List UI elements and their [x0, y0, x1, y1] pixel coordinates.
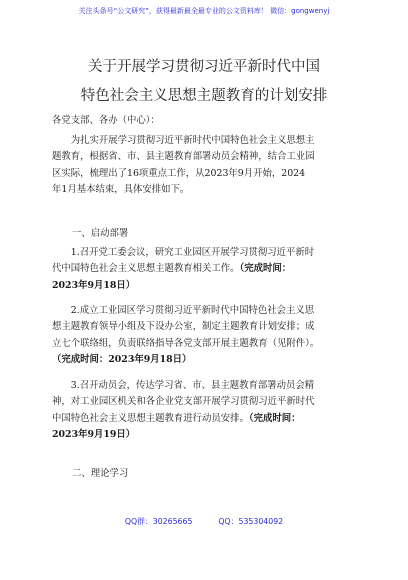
item-1-paragraph — [52, 245, 364, 294]
item-3-deadline-label: （完成时间： — [248, 412, 301, 424]
item-3-deadline-date: 2023年9月19日） — [52, 428, 136, 440]
intro-line: 年1月基本结束，具体安排如下。 — [52, 183, 190, 195]
item-3-paragraph — [52, 378, 364, 443]
document-title-line-1: 关于开展学习贯彻习近平新时代中国 — [88, 59, 320, 75]
header-promo-text: 关注头条号“公文研究”，获得最新最全最专业的公文资料库！ 微信：gongwenyj — [78, 7, 330, 15]
item-3-line: 中国特色社会主义思想主题教育进行动员安排。 — [52, 412, 249, 424]
item-1-deadline-date: 2023年9月18日） — [52, 279, 136, 291]
item-1-deadline-label: （完成时间： — [239, 263, 292, 275]
section-heading-launch: 一、启动部署 — [72, 228, 129, 239]
footer-qq-group: QQ群：30265665 — [124, 517, 193, 526]
intro-line: 为扎实开展学习贯彻习近平新时代中国特色社会主义思想主 — [70, 135, 315, 146]
item-2-paragraph — [52, 303, 364, 368]
item-2-deadline: （完成时间：2023年9月18日） — [52, 353, 192, 365]
footer-contact — [0, 516, 408, 527]
section-heading-theory-study: 二、理论学习 — [72, 468, 129, 479]
item-2-line: 2.成立工业园区学习贯彻习近平新时代中国特色社会主义思 — [70, 305, 315, 316]
item-1-line: 1.召开党工委会议，研究工业园区开展学习贯彻习近平新时 — [70, 247, 315, 258]
item-3-line: 3.召开动员会，传达学习省、市、县主题教育部署动员会精 — [70, 380, 315, 391]
document-title-line-2: 特色社会主义思想主题教育的计划安排 — [80, 88, 328, 104]
item-2-line: 想主题教育领导小组及下设办公室，制定主题教育计划安排；成 — [52, 321, 315, 333]
item-2-line: 立七个联络组，负责联络指导各党支部开展主题教育（见附件）。 — [52, 337, 320, 349]
item-1-line: 代中国特色社会主义思想主题教育相关工作。 — [52, 263, 240, 275]
footer-qq: QQ：535304092 — [218, 517, 284, 526]
addressee: 各党支部、各办（中心）： — [52, 115, 160, 126]
intro-line: 区实际，梳理出了16项重点工作，从2023年9月开始，2024 — [52, 167, 306, 179]
intro-paragraph — [52, 133, 364, 198]
item-3-line: 神，对工业园区机关和各企业党支部开展学习贯彻习近平新时代 — [52, 396, 315, 408]
intro-line: 题教育，根据省、市、县主题教育部署动员会精神，结合工业园 — [52, 151, 315, 163]
